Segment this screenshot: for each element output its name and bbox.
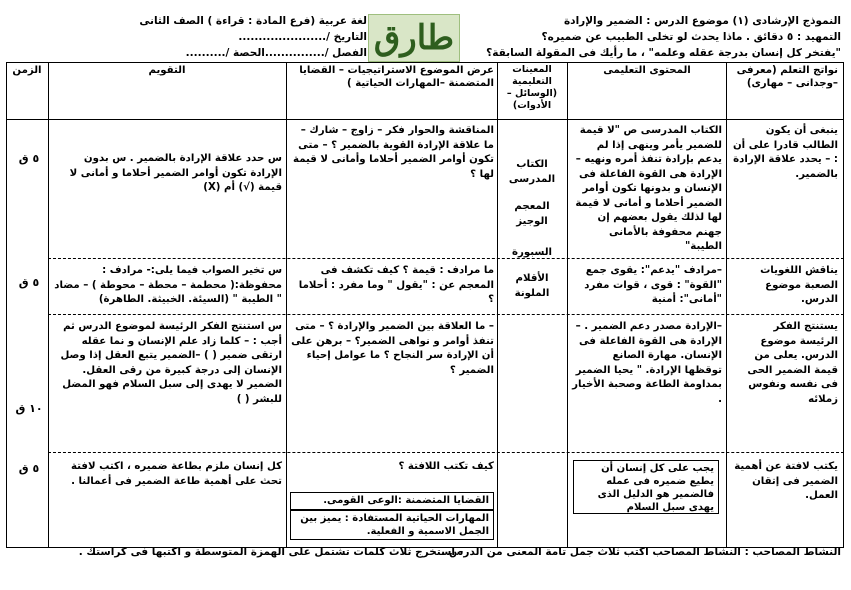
strategy-cell: كيف تكتب اللافتة ؟ [398, 461, 494, 472]
col-divider [497, 62, 498, 548]
time-cell: ٥ ق [18, 462, 40, 475]
time-cell: ٥ ق [18, 276, 40, 289]
outcome-cell: ينبغى أن يكون الطالب قادرا على أن : – يحدد علاقة الإرادة بالضمير. [732, 125, 838, 180]
row-divider [48, 314, 844, 315]
time-cell: ١٠ ق [15, 402, 43, 415]
col-header-content: المحتوى التعليمى [603, 65, 691, 76]
header-divider [6, 119, 844, 120]
evaluation-cell: س استنتج الفكر الرئيسة لموضوع الدرس ثم أجب : – كلما زاد علم الإنسان و نما عقله ارتقى ضمير ( ) –الضمير يتبع العقل إذا وصل الإنسان إلى درجة كبيرة من رقى العقل. الضمير لا يهدى إلى سبل السلام فهو المضل للبشر ( ) [60, 321, 282, 405]
media-item: الكتاب المدرسى [508, 159, 556, 185]
outcome-cell: يناقش اللغويات الصعبة موضوع الدرس. [760, 265, 838, 305]
col-header-outcomes: نواتج التعلم (معرفى –وجدانى – مهارى) [736, 65, 838, 89]
skills-box: المهارات الحياتية المستفادة : يميز بين الجمل الاسمية و الفعلية. [290, 510, 494, 540]
outcome-cell: يستنتج الفكر الرئيسة موضوع الدرس. يعلى من قيمة الضمير الحى فى نفسه ونفوس زملائه [747, 321, 838, 405]
evaluation-cell: س حدد علاقة الإرادة بالضمير . س بدون الإرادة تكون أوامر الضمير أحلاما و أمانى لا قيمة (√) أم (X) [69, 153, 282, 193]
task-line: - استخرج ثلاث كلمات تشتمل على الهمزة المتوسطة و اكتبها فى كراستك . [78, 546, 463, 558]
strategy-cell: المناقشة والحوار فكر – زاوج – شارك – ما علاقة الإرادة القوية بالضمير ؟ – متى تكون أوامر الضمير أحلاما وأمانى لا قيمة لها ؟ [293, 125, 494, 180]
subject-line: لغة عربية (فرع المادة : قراءة ) الصف الثانى [139, 15, 367, 27]
class-line: الفصل /...............الحصة /.......... [185, 47, 367, 59]
logo: طارق [368, 14, 460, 62]
content-cell: –الإرادة مصدر دعم الضمير . –الإرادة هى القوة الفاعلة فى الإنسان. مهارة الصانع توقظها الإرادة. " يحيا الضمير بمداومة الطاعة وصحبة الأخيار . [572, 321, 722, 405]
media-item: المعجم الوجيز [514, 201, 550, 227]
time-cell: ٥ ق [18, 152, 40, 165]
col-header-strategies: عرض الموضوع الاستراتيجيات – القضايا المتضمنة –المهارات الحياتية ) [299, 65, 494, 89]
row-divider [48, 258, 844, 259]
lesson-intro: التمهيد : ٥ دقائق . ماذا يحدث لو تخلى الطبيب عن ضميره؟ [541, 31, 841, 43]
issues-box: القضايا المتضمنة :الوعى القومى. [290, 492, 494, 510]
content-cell: –مرادف "يدعم": يقوى جمع "القوة" : قوى ، قوات مفرد "أمانى": أمنية [584, 265, 722, 305]
col-divider [726, 62, 727, 548]
col-divider [286, 62, 287, 548]
media-item: السبورة [511, 247, 553, 258]
content-box: يجب على كل إنسان أن يطيع ضميره فى عمله فالضمير هو الدليل الذى يهدى سبل السلام [573, 460, 719, 514]
activity-line: النشاط المصاحب : النشاط المصاحب اكتب ثلاث جمل تامة المعنى من الدرس . [441, 546, 841, 558]
col-divider [567, 62, 568, 548]
evaluation-cell: س تخير الصواب فيما يلى:- مرادف : محفوظة:( محطمة – محطة – محوطة ) – مضاد " الطيبة " (السيئة. الخبيثة. الطاهرة) [54, 265, 282, 305]
strategy-cell: ما مرادف : قيمة ؟ كيف تكشف فى المعجم عن : "يقول " وما مفرد : أحلاما ؟ [298, 265, 494, 305]
evaluation-cell: كل إنسان ملزم بطاعة ضميره ، اكتب لافتة تحث على أهمية طاعة الضمير فى أعمالنا . [70, 461, 282, 487]
col-header-media: المعينات التعليمية (الوسائل – الأدوات) [506, 64, 558, 111]
media-item: الأقلام الملونة [514, 273, 550, 299]
lesson-question: "يفتخر كل إنسان بدرجة عقله وعلمه" ، ما رأيك فى المقولة السابقة؟ [486, 47, 841, 59]
col-divider [48, 62, 49, 548]
date-line: التاريخ /...................... [238, 31, 367, 43]
content-cell: الكتاب المدرسى ص "لا قيمة للضمير يأمر وينهى إذا لم يدعم بإرادة تنفذ أمره ونهيه – الإرادة هى القوة الفاعلة فى الإنسان و بدونها تكون أوامر الضمير أحلاما و أمانى لا قيمة لها لذلك يقول بعضهم إن جهنم محفوفة بالأمانى الطيبة" [575, 125, 722, 252]
lesson-model: النموذج الإرشادى (١) موضوع الدرس : الضمير والإرادة [563, 15, 841, 27]
col-header-evaluation: التقويم [148, 65, 186, 76]
outcome-cell: يكتب لافتة عن أهمية الضمير فى إتقان العمل. [734, 461, 838, 501]
col-header-time: الزمن [12, 65, 42, 76]
row-divider [48, 452, 844, 453]
strategy-cell: – ما العلاقة بين الضمير والإرادة ؟ – متى تنفذ أوامر و نواهى الضمير؟ – برهن على أن الإرادة سر النجاح ؟ ما عوامل إحياء الضمير ؟ [291, 321, 494, 376]
